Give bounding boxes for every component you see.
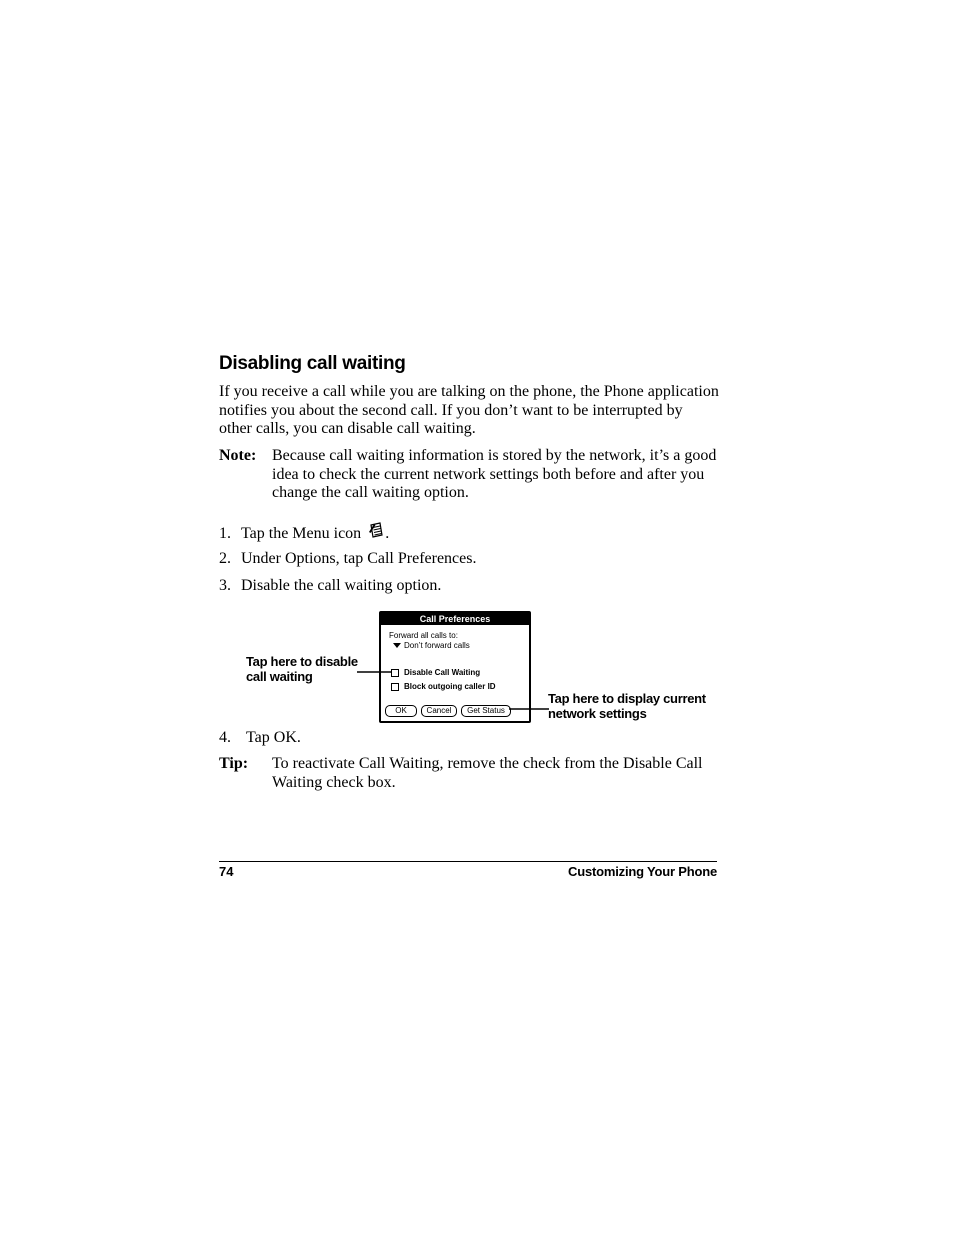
page-number: 74: [219, 864, 234, 879]
step-3: [219, 577, 441, 595]
footer-rule: [219, 861, 717, 862]
step-2: [219, 550, 476, 568]
tip-text: To reactivate Call Waiting, remove the check from the Disable Call Waiting check box.: [272, 755, 703, 791]
callout-disable: [246, 654, 358, 684]
tip-block: [219, 755, 719, 792]
step-number: 3.: [219, 577, 231, 594]
footer-chapter-title: Customizing Your Phone: [568, 864, 717, 879]
note-text: Because call waiting information is stored by the network, it’s a good idea to check the current network settings both before and after you change the call waiting option.: [272, 447, 717, 501]
step-text: Disable the call waiting option.: [241, 577, 442, 594]
dialog-title: Call Preferences: [381, 613, 529, 625]
step-text: Tap the Menu icon: [241, 525, 362, 542]
checkbox-label: Disable Call Waiting: [404, 668, 481, 677]
dropdown-arrow-icon: [393, 643, 401, 648]
callout-network: [548, 691, 706, 721]
disable-call-waiting-checkbox[interactable]: [391, 668, 480, 677]
tip-label: Tip:: [219, 755, 249, 772]
block-caller-id-checkbox[interactable]: [391, 682, 496, 691]
get-status-button[interactable]: Get Status: [461, 705, 511, 717]
checkbox-icon: [391, 683, 399, 691]
intro-paragraph: If you receive a call while you are talking on the phone, the Phone application notifies you about the second call. If you don’t want to be interrupted by other calls, you can disable call waiting.: [219, 383, 719, 437]
step-1: [219, 522, 389, 543]
forward-value: Don’t forward calls: [404, 641, 470, 650]
callout-line: network settings: [548, 706, 647, 721]
step-text: Tap OK.: [246, 729, 301, 746]
step-4: [219, 729, 301, 747]
step-number: 2.: [219, 550, 231, 567]
forward-label: Forward all calls to:: [389, 631, 458, 640]
menu-icon: [368, 522, 385, 540]
ok-button[interactable]: OK: [385, 705, 417, 717]
section-heading: Disabling call waiting: [219, 353, 406, 374]
callout-line: call waiting: [246, 669, 313, 684]
note-label: Note:: [219, 447, 257, 464]
step-number: 4.: [219, 729, 231, 746]
step-suffix: .: [385, 525, 390, 542]
forward-picker[interactable]: [393, 641, 470, 650]
checkbox-icon: [391, 669, 399, 677]
call-preferences-screenshot: [379, 611, 531, 723]
step-number: 1.: [219, 525, 231, 542]
callout-line: Tap here to disable: [246, 654, 358, 669]
checkbox-label: Block outgoing caller ID: [404, 682, 496, 691]
note-block: [219, 447, 719, 503]
cancel-button[interactable]: Cancel: [421, 705, 457, 717]
step-text: Under Options, tap Call Preferences.: [241, 550, 477, 567]
callout-line: Tap here to display current: [548, 691, 706, 706]
